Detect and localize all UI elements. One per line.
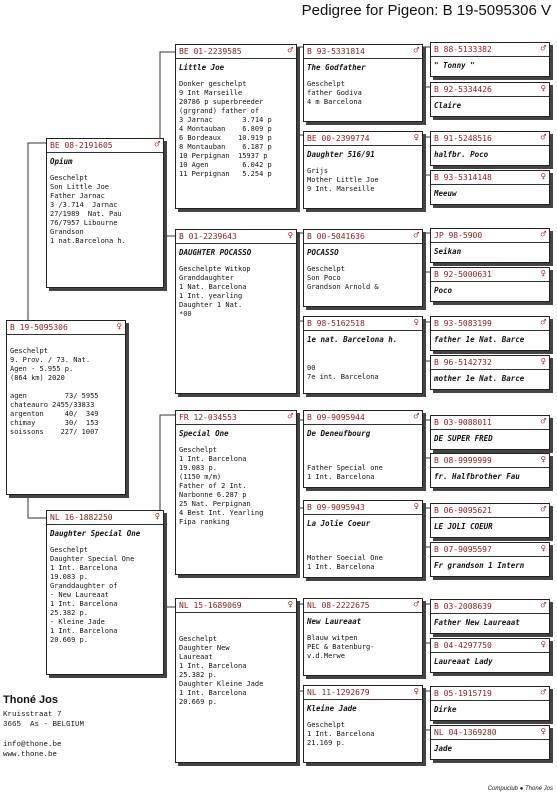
pigeon-card-gggp-4[interactable] [430, 170, 550, 205]
ring-number: B 19-5095306 ♀ [7, 321, 125, 335]
female-sex-icon: ♀ [154, 512, 160, 522]
pigeon-card-sire-sire[interactable] [175, 44, 297, 209]
owner-city: 3665 As - BELGIUM [3, 721, 85, 729]
ring-number: BE 01-2239585 ♂ [176, 45, 296, 59]
pigeon-card-ggp-7[interactable] [303, 598, 423, 676]
pigeon-card-gggp-10[interactable] [430, 453, 550, 488]
pigeon-card-gggp-16[interactable] [430, 725, 550, 760]
pigeon-name: POCASSO [307, 248, 339, 257]
ring-number: NL 15-1689069 ♀ [176, 599, 296, 613]
pigeon-card-ggp-4[interactable] [303, 316, 423, 394]
pigeon-name: Meeuw [434, 189, 457, 198]
pigeon-name: Laureaat Lady [434, 657, 493, 666]
ring-number: B 09-9095944 ♂ [304, 411, 422, 425]
male-sex-icon: ♂ [154, 140, 160, 150]
pigeon-card-gggp-6[interactable] [430, 267, 550, 302]
ring-number: B 06-9095621 ♂ [431, 504, 549, 518]
male-sex-icon: ♂ [540, 230, 546, 240]
pigeon-name: LE JOLI COEUR [434, 522, 493, 531]
ring-number: B 05-1915719 ♂ [431, 687, 549, 701]
female-sex-icon: ♀ [413, 687, 419, 697]
pigeon-name: Special One [179, 429, 229, 438]
pigeon-name: Father New Laureaat [434, 618, 520, 627]
ring-number: BE 08-2191605 ♂ [47, 139, 163, 153]
owner-block [3, 694, 84, 760]
pigeon-card-ggp-5[interactable] [303, 410, 423, 488]
pigeon-card-main[interactable] [6, 320, 126, 495]
ring-number: B 93-5331814 ♂ [304, 45, 422, 59]
ring-number: B 03-9088011 ♂ [431, 416, 549, 430]
pigeon-info: Geschelpt Daughter Special One 1 Int. Barcelona 19.083 p. Granddaughter of - New Laureaat 1 Int. Barcelona 25.382 p. - Kleine Jade 1 Int. Barcelona 20.669 p. [50, 546, 135, 644]
ring-number: B 93-5083199 ♂ [431, 317, 549, 331]
pigeon-info: Geschelpt Son Little Joe Father Jarnac 3 /3.714 Jarnac 27/1989 Nat. Pau 76/7957 Libourne Grandson 1 nat.Barcelona h. [50, 174, 126, 245]
pigeon-info: Mother Soecial One 1 Int. Barcelona [307, 554, 383, 571]
ring-number: B 88-5133382 ♂ [431, 43, 549, 57]
female-sex-icon: ♀ [540, 84, 546, 94]
pigeon-name: Jade [434, 744, 453, 753]
pigeon-card-ggp-1[interactable] [303, 44, 423, 122]
pigeon-name: Little Joe [179, 63, 225, 72]
pigeon-name: Claire [434, 101, 462, 110]
pigeon-card-gggp-8[interactable] [430, 355, 550, 390]
pigeon-info: Geschelpt Son Poco Grandson Arnold & [307, 265, 379, 291]
female-sex-icon: ♀ [540, 640, 546, 650]
pigeon-info: Father Special one 1 Int. Barcelona [307, 464, 383, 481]
pigeon-info: Geschelpt father Godiva 4 m Barcelona [307, 80, 362, 106]
pigeon-info: Geschelpt 9. Prov. / 73. Nat. Agen - 5.955 p. (864 km) 2020 agen 73/ 5955 chateauro 2455/33833 argenton 40/ 349 chimay 30/ 153 soissons 227/ 1007 [10, 347, 99, 436]
ring-number: NL 16-1882250 ♀ [47, 511, 163, 525]
ring-number: B 07-9095597 ♀ [431, 543, 549, 557]
pigeon-card-gggp-14[interactable] [430, 638, 550, 673]
pigeon-info: Geschelpt Daughter New Laureaat 1 Int. Barcelona 25.382 p. Daughter Kleine Jade 1 Int. Barcelona 20.669 p. [179, 635, 264, 706]
pigeon-card-gggp-3[interactable] [430, 131, 550, 166]
pigeon-card-ggp-6[interactable] [303, 500, 423, 578]
pigeon-name: halfbr. Poco [434, 150, 489, 159]
pigeon-name: 1e nat. Barcelona h. [307, 335, 398, 344]
pigeon-name: " Tonny " [434, 61, 475, 70]
ring-number: B 01-2239643 ♀ [176, 230, 296, 244]
owner-email[interactable]: info@thone.be [3, 741, 62, 749]
pigeon-name: Dirke [434, 705, 457, 714]
pigeon-card-gggp-9[interactable] [430, 415, 550, 450]
male-sex-icon: ♂ [413, 46, 419, 56]
page-title: Pedigree for Pigeon: B 19-5095306 V [301, 2, 551, 19]
ring-number: B 08-9999999 ♀ [431, 454, 549, 468]
female-sex-icon: ♀ [540, 269, 546, 279]
pigeon-name: The Godfather [307, 63, 366, 72]
pigeon-card-ggp-2[interactable] [303, 131, 423, 209]
pigeon-name: Poco [434, 286, 453, 295]
ring-number: JP 98-5900 ♂ [431, 229, 549, 243]
female-sex-icon: ♀ [287, 600, 293, 610]
ring-number: NL 11-1292679 ♀ [304, 686, 422, 700]
footer-credit: Compuclub ● Thoné Jos [487, 786, 553, 792]
female-sex-icon: ♀ [287, 231, 293, 241]
pigeon-card-gggp-2[interactable] [430, 82, 550, 117]
male-sex-icon: ♂ [540, 688, 546, 698]
pigeon-name: DAUGHTER POCASSO [179, 248, 252, 257]
pigeon-name: mother 1e Nat. Barce [434, 374, 525, 383]
pigeon-card-gggp-1[interactable] [430, 42, 550, 77]
male-sex-icon: ♂ [540, 133, 546, 143]
pigeon-name: father 1e Nat. Barce [434, 335, 525, 344]
pigeon-card-gggp-13[interactable] [430, 599, 550, 634]
male-sex-icon: ♂ [413, 231, 419, 241]
owner-website[interactable]: www.thone.be [3, 751, 58, 759]
male-sex-icon: ♂ [540, 601, 546, 611]
pigeon-card-dam[interactable] [46, 510, 164, 675]
ring-number: B 98-5162518 ♀ [304, 317, 422, 331]
female-sex-icon: ♀ [413, 318, 419, 328]
male-sex-icon: ♂ [540, 505, 546, 515]
ring-number: B 93-5314148 ♀ [431, 171, 549, 185]
male-sex-icon: ♂ [287, 46, 293, 56]
pigeon-name: De Deneufbourg [307, 429, 371, 438]
pigeon-info: Geschelpt 1 Int. Barcelona 21.169 p. [307, 721, 375, 747]
pigeon-card-gggp-15[interactable] [430, 686, 550, 721]
pigeon-name: Fr grandson 1 Intern [434, 561, 525, 570]
pigeon-name: Seikan [434, 247, 462, 256]
pigeon-name: Opium [50, 157, 73, 166]
female-sex-icon: ♀ [413, 133, 419, 143]
pigeon-info: 00 7e int. Barcelona [307, 364, 379, 381]
owner-name: Thoné Jos [3, 694, 59, 706]
pigeon-card-sire-dam[interactable] [175, 229, 297, 394]
ring-number: NL 08-2222675 ♂ [304, 599, 422, 613]
pigeon-info: Donker geschelpt 9 Int Marseille 20786 p superbreeder (grgrand) father of 3 Jarnac 3.714 p 4 Montauban 6.809 p 6 Bordeaux 10.919 p 8 Montauban 6.187 p 10 Perpignan 15937 p 10 Agen 6.042 p 11 Perpignan 5.254 p [179, 80, 272, 178]
ring-number: B 00-5041636 ♂ [304, 230, 422, 244]
ring-number: B 04-4297750 ♀ [431, 639, 549, 653]
female-sex-icon: ♀ [540, 172, 546, 182]
male-sex-icon: ♂ [540, 417, 546, 427]
pigeon-card-dam-dam[interactable] [175, 598, 297, 763]
ring-number: B 91-5248516 ♂ [431, 132, 549, 146]
pigeon-name: New Laureaat [307, 617, 362, 626]
pigeon-card-ggp-8[interactable] [303, 685, 423, 763]
pigeon-info: Geschelpt 1 Int. Barcelona 19.083 p. (1150 m/m) Father of 2 Int. Narbonne 6.287 p 25 Nat. Perpignan 4 Best Int. Yearling Fipa ranking [179, 446, 264, 526]
pigeon-info: Blauw witpen PEC & Batenburg- v.d.Merwe [307, 634, 375, 660]
female-sex-icon: ♀ [540, 727, 546, 737]
pigeon-name: fr. Halfbrother Fau [434, 472, 520, 481]
female-sex-icon: ♀ [540, 544, 546, 554]
pigeon-card-dam-sire[interactable] [175, 410, 297, 575]
female-sex-icon: ♀ [413, 502, 419, 512]
pigeon-name: La Jolie Coeur [307, 519, 371, 528]
female-sex-icon: ♀ [540, 455, 546, 465]
pigeon-info: Grijs Mother Little Joe 9 Int. Marseille [307, 167, 379, 193]
ring-number: B 92-5000631 ♀ [431, 268, 549, 282]
ring-number: B 96-5142732 ♀ [431, 356, 549, 370]
pigeon-card-gggp-5[interactable] [430, 228, 550, 263]
pigeon-card-gggp-7[interactable] [430, 316, 550, 351]
ring-number: B 92-5334426 ♀ [431, 83, 549, 97]
ring-number: B 03-2008639 ♂ [431, 600, 549, 614]
pigeon-name: DE SUPER FRED [434, 434, 493, 443]
pigeon-card-sire[interactable] [46, 138, 164, 288]
male-sex-icon: ♂ [287, 412, 293, 422]
male-sex-icon: ♂ [540, 318, 546, 328]
ring-number: BE 00-2399774 ♀ [304, 132, 422, 146]
pigeon-name: Daughter 516/91 [307, 150, 375, 159]
pigeon-name: Kleine Jade [307, 704, 357, 713]
pigeon-card-gggp-12[interactable] [430, 542, 550, 577]
ring-number: NL 04-1369280 ♀ [431, 726, 549, 740]
ring-number: B 09-9095943 ♀ [304, 501, 422, 515]
pigeon-card-ggp-3[interactable] [303, 229, 423, 307]
male-sex-icon: ♂ [540, 44, 546, 54]
pigeon-card-gggp-11[interactable] [430, 503, 550, 538]
pigeon-info: Geschelpte Witkop Granddaughter 1 Nat. Barcelona 1 Int. yearling Daughter 1 Nat. *00 [179, 265, 251, 318]
female-sex-icon: ♀ [116, 322, 122, 332]
pigeon-name: Daughter Special One [50, 529, 141, 538]
ring-number: FR 12-034553 ♂ [176, 411, 296, 425]
female-sex-icon: ♀ [540, 357, 546, 367]
male-sex-icon: ♂ [413, 412, 419, 422]
owner-street: Kruisstraat 7 [3, 711, 62, 719]
male-sex-icon: ♂ [413, 600, 419, 610]
